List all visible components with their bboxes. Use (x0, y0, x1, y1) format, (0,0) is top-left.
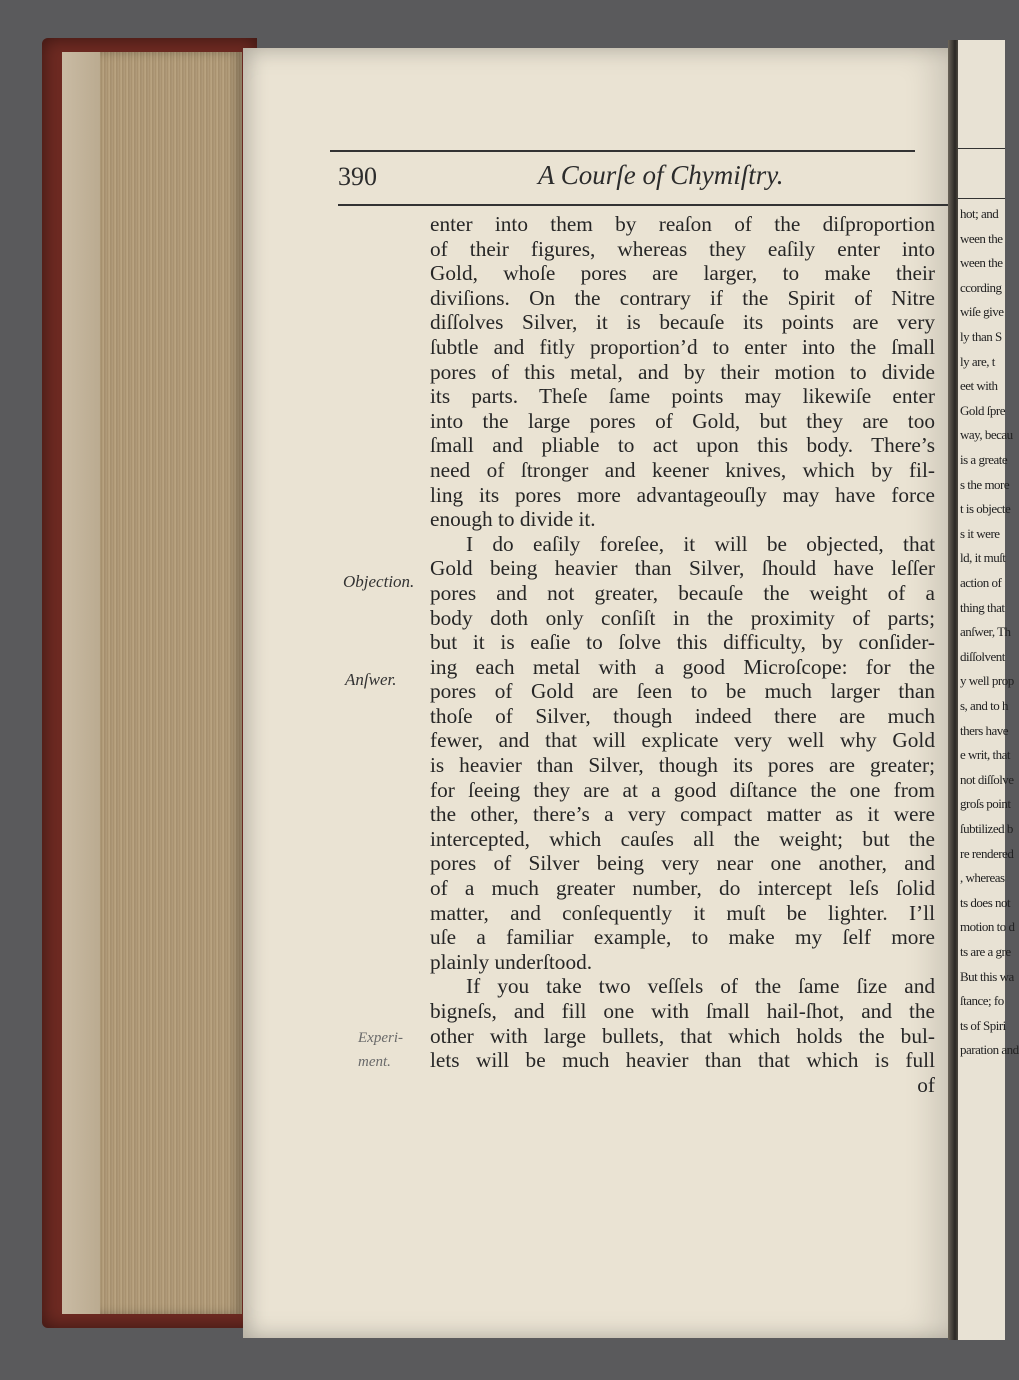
facing-page-line: t is objecte (960, 501, 1011, 517)
running-head: A Courſe of Chymiſtry. (538, 160, 784, 190)
text-line: for ſeeing they are at a good diſtance the one from (430, 777, 935, 802)
text-line: the other, there’s a very compact matter as it were (430, 802, 935, 827)
facing-page-line: But this wa (960, 968, 1014, 984)
facing-page-line: , whereas (960, 870, 1005, 886)
text-line: plainly underſtood. (430, 949, 593, 974)
text-line: fewer, and that will explicate very well why Gold (430, 728, 935, 753)
facing-page-line: eet with (960, 378, 998, 394)
text-line: body doth only conſiſt in the proximity of parts; (430, 605, 935, 630)
margin-note-answer: Anſwer. (345, 670, 397, 689)
margin-note-objection: Objection. (343, 572, 415, 591)
header-rule-bottom (338, 204, 948, 206)
facing-page-line: ts does not (960, 894, 1011, 910)
text-line: ing each metal with a good Microſcope: for the (430, 654, 935, 679)
facing-page-line: re rendered (960, 845, 1014, 861)
facing-page-line: ccording (960, 279, 1002, 295)
text-line: other with large bullets, that which holds the bul- (430, 1023, 935, 1048)
facing-page-line: ween the (960, 255, 1003, 271)
text-line: of their figures, whereas they eaſily enter into (430, 236, 935, 261)
facing-page-line: s, and to h (960, 698, 1008, 713)
margin-note-experiment-2: ment. (358, 1054, 391, 1070)
page-block-edge (100, 52, 242, 1314)
facing-page-line: Gold ſpre (960, 402, 1005, 418)
text-line: of a much greater number, do intercept leſs ſolid (430, 876, 935, 901)
text-line: ſubtle and fitly proportion’d to enter into the ſmall (430, 334, 935, 359)
facing-page-line: thing that (960, 599, 1005, 615)
text-line: is heavier than Silver, though its pores are greater; (430, 753, 935, 778)
facing-page-line: s the more (960, 476, 1010, 492)
facing-page-line: ſtance; fo (960, 993, 1004, 1009)
facing-page-line: not diſſolve (960, 771, 1014, 787)
facing-page-line: ts of Spiri (960, 1017, 1006, 1033)
text-line: ſmall and pliable to act upon this body. There’s (430, 433, 935, 458)
text-line: pores of this metal, and by their motion to divide (430, 359, 935, 384)
facing-page-line: diſſolvent (960, 648, 1005, 664)
text-line: Gold being heavier than Silver, ſhould have leſſer (430, 556, 935, 581)
facing-page-line: ts are a gre (960, 944, 1011, 959)
facing-page-line: is a greate (960, 452, 1008, 467)
facing-page-line: ld, it muſt (960, 550, 1006, 566)
text-line: enter into them by reaſon of the diſproportion (430, 212, 935, 236)
text-line: bigneſs, and fill one with ſmall hail-ſhot, and the (430, 999, 935, 1023)
text-line: lets will be much heavier than that which is full (430, 1048, 935, 1073)
facing-page-line: ween the (960, 230, 1003, 246)
text-line: its parts. Theſe ſame points may likewiſe enter (430, 384, 935, 409)
facing-page-line: way, becau (960, 427, 1013, 443)
text-line: diviſions. On the contrary if the Spirit of Nitre (430, 285, 935, 310)
text-line: need of ſtronger and keener knives, which by fil- (430, 457, 935, 482)
text-line: I do eaſily foreſee, it will be objected, that (466, 531, 935, 556)
text-line: but it is eaſie to ſolve this difficulty, by conſider- (430, 630, 935, 655)
facing-page-line: hot; and (960, 206, 999, 221)
body-text (430, 212, 935, 1097)
margin-note-experiment-1: Experi- (358, 1030, 403, 1046)
facing-page-line: groſs point (960, 796, 1011, 812)
text-line: enough to divide it. (430, 507, 596, 532)
text-line: matter, and conſequently it muſt be lighter. I’ll (430, 900, 935, 925)
text-line: pores of Gold are ſeen to be much larger than (430, 679, 935, 704)
text-line: uſe a familiar example, to make my ſelf more (430, 925, 935, 950)
text-line: pores and not greater, becauſe the weight of a (430, 580, 935, 605)
facing-page-line: motion to d (960, 919, 1015, 935)
facing-page-line: y well prop (960, 673, 1014, 689)
text-line: into the large pores of Gold, but they are too (430, 408, 935, 433)
text-line: If you take two veſſels of the ſame ſize and (466, 974, 935, 999)
facing-page-line: ſubtilized b (960, 821, 1013, 836)
text-line: diſſolves Silver, it is becauſe its points are very (430, 310, 935, 335)
pastedown-edge (62, 52, 104, 1314)
page-number: 390 (338, 162, 377, 191)
facing-page-line: action of (960, 575, 1002, 590)
text-line: ling its pores more advantageouſly may have force (430, 482, 935, 507)
facing-page-line: wiſe give (960, 304, 1004, 320)
facing-page-line: e writ, that (960, 747, 1010, 763)
facing-page-line: anſwer, Th (960, 624, 1011, 640)
header-rule-top (330, 150, 915, 152)
facing-page-rule (958, 198, 1005, 199)
text-line: Gold, whoſe pores are larger, to make their (430, 261, 935, 286)
facing-page-line: paration and (960, 1042, 1019, 1058)
facing-page-line: ly than S (960, 329, 1002, 344)
facing-page-line: thers have (960, 722, 1009, 738)
catchword: of (917, 1072, 935, 1097)
facing-page-line: ly are, t (960, 353, 995, 369)
text-line: thoſe of Silver, though indeed there are much (430, 703, 935, 728)
facing-page-rule (958, 148, 1005, 149)
facing-page (958, 40, 1019, 1340)
facing-page-line: s it were (960, 525, 1000, 541)
text-line: intercepted, which cauſes all the weight; but the (430, 826, 935, 851)
text-line: pores of Silver being very near one another, and (430, 851, 935, 876)
